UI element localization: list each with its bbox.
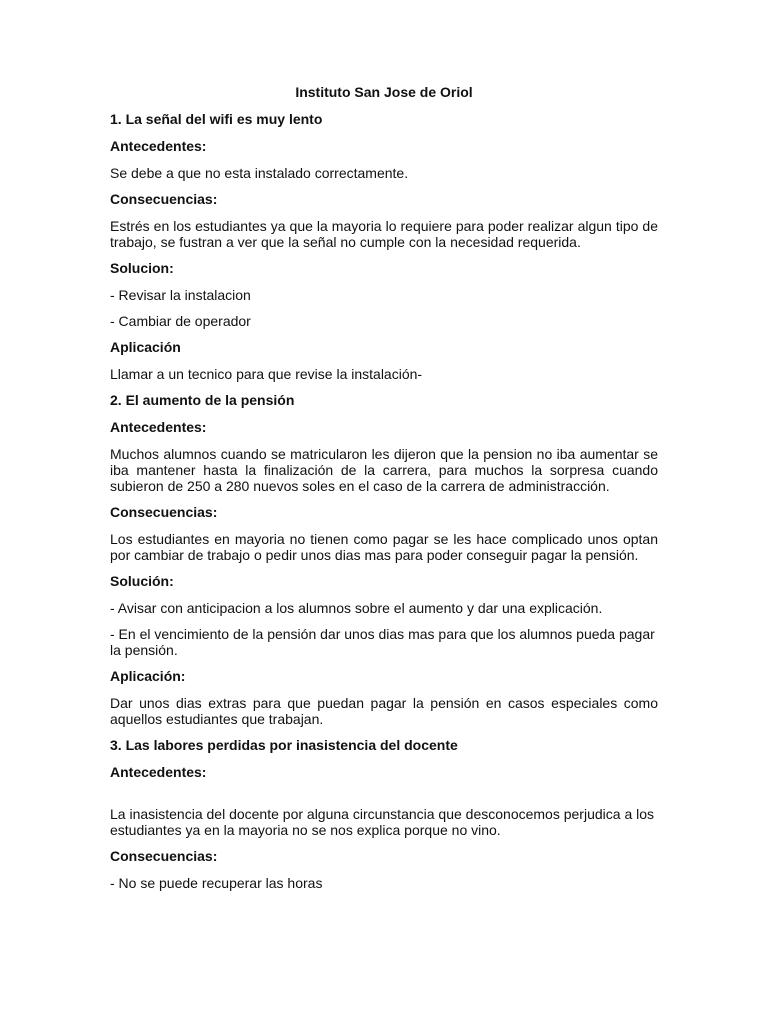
section-2-antecedentes-text: Muchos alumnos cuando se matricularon les dijeron que la pension no iba aumentar se iba mantener hasta la finalización de la carrera, para muchos la sorpresa cuando subieron de 250 a 280 nuevos soles en el caso de la carrera de administracción. <box>110 446 658 494</box>
section-3-heading: 3. Las labores perdidas por inasistencia del docente <box>110 737 458 753</box>
section-1-heading: 1. La señal del wifi es muy lento <box>110 111 323 127</box>
section-3-consecuencias-label: Consecuencias: <box>110 848 218 864</box>
section-1-consecuencias-label: Consecuencias: <box>110 191 218 207</box>
section-1-aplicacion-text: Llamar a un tecnico para que revise la instalación- <box>110 366 423 382</box>
section-2-consecuencias-text: Los estudiantes en mayoria no tienen como pagar se les hace complicado unos optan por cambiar de trabajo o pedir unos dias mas para poder conseguir pagar la pensión. <box>110 531 658 563</box>
section-1-consecuencias-text: Estrés en los estudiantes ya que la mayoria lo requiere para poder realizar algun tipo de trabajo, se fustran a ver que la señal no cumple con la necesidad requerida. <box>110 218 658 250</box>
section-2-solucion-item: - En el vencimiento de la pensión dar unos dias mas para que los alumnos pueda pagar la pensión. <box>110 626 655 658</box>
document-title: Instituto San Jose de Oriol <box>295 84 473 100</box>
section-1-antecedentes-label: Antecedentes: <box>110 138 207 154</box>
document-body <box>110 84 658 901</box>
section-2-heading: 2. El aumento de la pensión <box>110 392 295 408</box>
section-1-solucion-label: Solucion: <box>110 260 174 276</box>
section-1-solucion-item: - Cambiar de operador <box>110 313 251 329</box>
section-3-consecuencias-item: - No se puede recuperar las horas <box>110 875 323 891</box>
section-3-antecedentes-text: La inasistencia del docente por alguna circunstancia que desconocemos perjudica a los estudiantes ya en la mayoria no se nos explica porque no vino. <box>110 806 655 838</box>
section-2-consecuencias-label: Consecuencias: <box>110 504 218 520</box>
section-3-antecedentes-label: Antecedentes: <box>110 764 207 780</box>
section-2-solucion-item: - Avisar con anticipacion a los alumnos sobre el aumento y dar una explicación. <box>110 600 603 616</box>
section-2-solucion-label: Solución: <box>110 573 174 589</box>
section-2-antecedentes-label: Antecedentes: <box>110 419 207 435</box>
section-1-antecedentes-text: Se debe a que no esta instalado correctamente. <box>110 165 409 181</box>
section-2-aplicacion-label: Aplicación: <box>110 668 186 684</box>
section-1-aplicacion-label: Aplicación <box>110 339 181 355</box>
section-1-solucion-item: - Revisar la instalacion <box>110 287 251 303</box>
section-2-aplicacion-text: Dar unos dias extras para que puedan pagar la pensión en casos especiales como aquellos estudiantes que trabajan. <box>110 695 658 727</box>
